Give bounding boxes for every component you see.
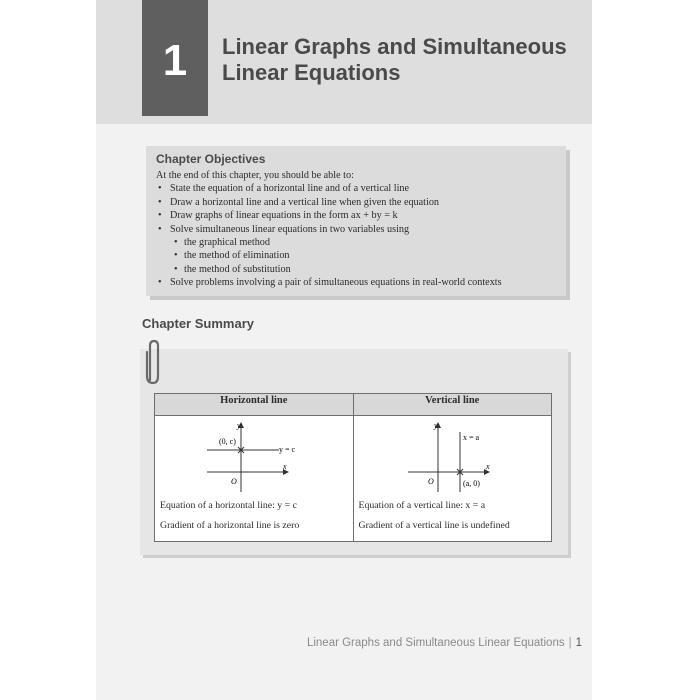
line-label: x = a	[462, 433, 479, 442]
objective-item: • Draw a horizontal line and a vertical line when given the equation	[156, 196, 566, 209]
horizontal-equation: Equation of a horizontal line: y = c	[160, 500, 297, 511]
objective-item: • Solve problems involving a pair of simultaneous equations in real-world contexts	[156, 276, 566, 289]
column-header-vertical: Vertical line	[353, 394, 552, 416]
page-number: 1	[575, 637, 582, 649]
objectives-list	[156, 182, 566, 289]
objective-item	[156, 223, 566, 277]
point-label: (a, 0)	[462, 479, 480, 488]
chapter-number: 1	[162, 36, 188, 85]
footer-title: Linear Graphs and Simultaneous Linear Equations	[306, 637, 565, 649]
chapter-title: Linear Graphs and Simultaneous Linear Equations	[222, 34, 567, 85]
summary-heading: Chapter Summary	[142, 316, 254, 331]
axis-label-y: y	[237, 421, 241, 430]
page-footer	[286, 637, 582, 649]
axis-label-x: x	[283, 462, 287, 471]
origin-label: O	[231, 477, 237, 486]
horizontal-graph-svg	[155, 418, 353, 494]
summary-table	[154, 393, 552, 542]
objective-subitem: • the method of substitution	[170, 263, 566, 276]
vertical-line-cell	[353, 416, 552, 542]
objectives-heading: Chapter Objectives	[156, 152, 266, 166]
origin-label: O	[427, 477, 434, 486]
objective-subitem: • the graphical method	[170, 236, 566, 249]
axis-label-x: x	[485, 462, 490, 471]
axis-label-y: y	[433, 421, 438, 430]
objective-item-text: Solve simultaneous linear equations in two variables using	[170, 223, 410, 235]
vertical-gradient: Gradient of a vertical line is undefined	[358, 520, 510, 531]
horizontal-gradient: Gradient of a horizontal line is zero	[160, 520, 300, 531]
footer-separator: |	[568, 637, 572, 649]
chapter-number-box	[142, 0, 208, 116]
objective-item: • Draw graphs of linear equations in the form ax + by = k	[156, 209, 566, 222]
vertical-graph-svg	[354, 418, 552, 494]
paper-clip-icon	[142, 338, 164, 386]
vertical-equation: Equation of a vertical line: x = a	[358, 500, 486, 511]
point-label: (0, c)	[219, 437, 236, 446]
column-header-horizontal: Horizontal line	[155, 394, 354, 416]
vertical-line-graph	[354, 416, 552, 494]
objective-subitem: • the method of elimination	[170, 249, 566, 262]
objectives-intro: At the end of this chapter, you should be able to:	[156, 170, 354, 181]
line-label: y = c	[279, 445, 296, 454]
objective-item: • State the equation of a horizontal line and of a vertical line	[156, 182, 566, 195]
horizontal-line-graph	[155, 416, 353, 494]
objective-sublist	[170, 236, 566, 276]
horizontal-line-cell	[155, 416, 354, 542]
chapter-objectives-box	[146, 146, 566, 296]
